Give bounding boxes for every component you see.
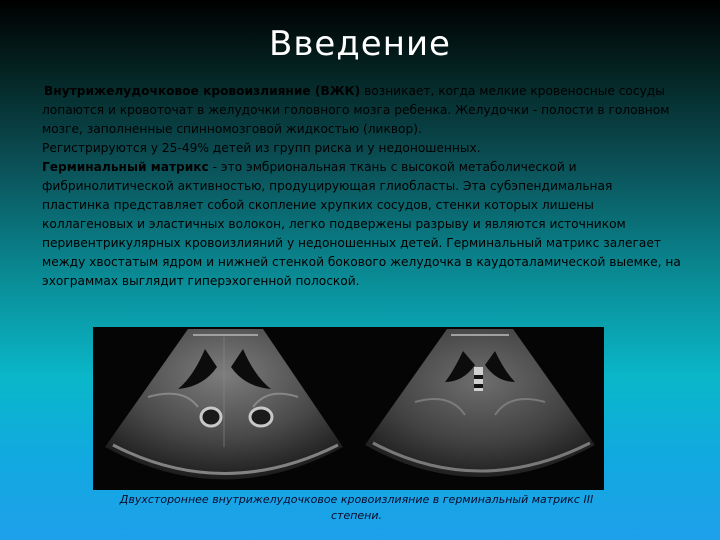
paragraph-ivh (42, 82, 682, 139)
paragraph-germinal-matrix (42, 158, 682, 291)
ultrasound-image-left (93, 327, 355, 490)
paragraph-germinal-matrix-text: - это эмбриональная ткань с высокой метаболической и фибринолитической активностью, продуцирующая глиобласты. Эта субэпендимальная пластинка представляет собой скопление хрупких сосудов, стенки которых лишены коллагеновых и эластичных волокон, легко подвержены разрыву и являются источником перивентрикулярных кровоизлияний у недоношенных детей. Герминальный матрикс залегает между хвостатым ядром и нижней стенкой бокового желудочка в каудоталамической выемке, на эхограммах выглядит гиперэхогенной полоской. (42, 160, 681, 288)
image-caption: Двухстороннее внутрижелудочковое кровоизлияние в герминальный матрикс III степени. (119, 493, 594, 522)
term-germinal-matrix: Герминальный матрикс (42, 160, 209, 174)
ultrasound-images (93, 327, 604, 490)
paragraph-incidence: Регистрируются у 25-49% детей из групп риска и у недоношенных. (42, 141, 481, 155)
paragraph-ivh-text: возникает, когда мелкие кровеносные сосуды лопаются и кровоточат в желудочки головного мозга ребенка. Желудочки - полости в головном мозге, заполненные спинномозговой жидкостью (ликвор). (42, 84, 670, 136)
term-ivh: Внутрижелудочковое кровоизлияние (ВЖК) (44, 84, 361, 98)
ultrasound-image-right (355, 327, 604, 490)
slide-body (42, 82, 682, 291)
slide-title: Введение (269, 24, 451, 64)
